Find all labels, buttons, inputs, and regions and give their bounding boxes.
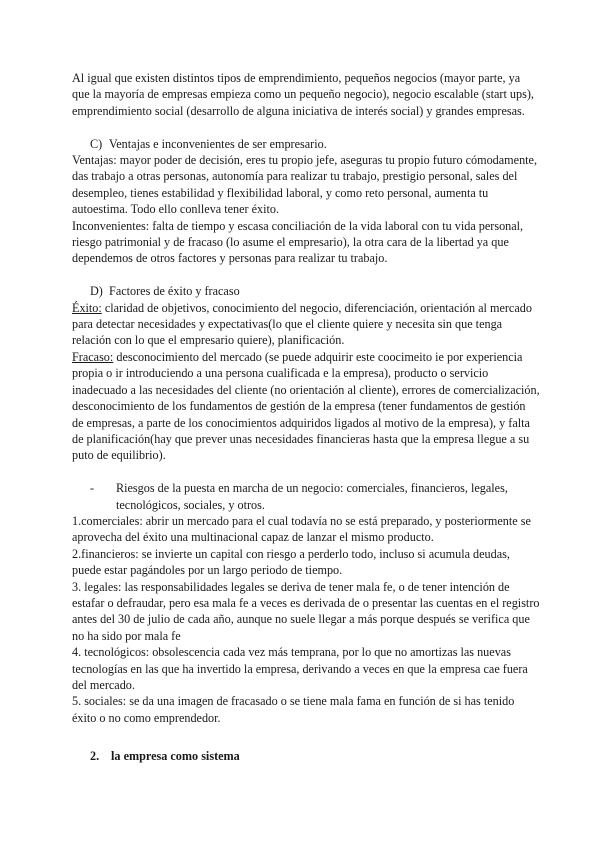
riesgos-list-item <box>72 480 540 513</box>
section-d-letter: D) <box>90 284 103 299</box>
fracaso-text: desconocimiento del mercado (se puede adquirir este coocimeito ie por experiencia propia o ir introduciendo a una persona cualificada e la empresa), producto o servicio inadecuado a las necesidades del cliente (no orientación al cliente), errores de comercialización, desconocimiento de los fundamentos de gestión de la empresa (tener fundamentos de gestión de empresas, a parte de los conocimientos adquiridos ligados al motivo de la empresa), y falta de planificación(hay que prever unas necesidades financieras hasta que la empresa llegue a su puto de equilibrio). <box>72 349 540 463</box>
section-c-title: Ventajas e inconvenientes de ser empresario. <box>108 136 327 151</box>
inconvenientes-paragraph: Inconvenientes: falta de tiempo y escasa conciliación de la vida laboral con tu vida personal, riesgo patrimonial y de fracaso (lo asume el empresario), la otra cara de la libertad ya que dependemos de otros factores y personas para realizar tu trabajo. <box>72 218 524 266</box>
section-2-title: la empresa como sistema <box>111 749 240 764</box>
dash-bullet: - <box>90 481 95 496</box>
section-c-letter: C) <box>90 136 103 151</box>
section-2-number: 2. <box>90 749 100 764</box>
section-d-heading <box>72 283 540 299</box>
fracaso-paragraph <box>72 349 540 464</box>
intro-paragraph: Al igual que existen distintos tipos de emprendimiento, pequeños negocios (mayor parte, ya que la mayoría de empresas empieza como un pequeño negocio), negocio escalable (start ups), emprendimiento social (desarrollo de alguna iniciativa de interés social) y grandes empresas. <box>72 71 534 118</box>
riesgos-intro: Riesgos de la puesta en marcha de un negocio: comerciales, financieros, legales, tecnológicos, sociales, y otros. <box>116 481 508 512</box>
riesgo-item-tecnologicos: 4. tecnológicos: obsolescencia cada vez más temprana, por lo que no amortizas las nuevas tecnologías en las que ha invertido la empresa, derivando a veces en que la empresa cae fuera del mercado. <box>72 645 528 692</box>
riesgo-item-sociales: 5. sociales: se da una imagen de fracasado o se tiene mala fama en función de si has tenido éxito o no como emprendedor. <box>72 694 515 725</box>
ventajas-paragraph: Ventajas: mayor poder de decisión, eres tu propio jefe, aseguras tu propio futuro cómodamente, das trabajo a otras personas, autonomía para realizar tu trabajo, prestigio personal, sales del desempleo, tienes estabilidad y flexibilidad laboral, y como reto personal, aumenta tu autoestima. Todo ello conlleva tener éxito. <box>72 153 538 217</box>
exito-text: claridad de objetivos, conocimiento del negocio, diferenciación, orientación al mercado para detectar necesidades y expectativas(lo que el cliente quiere y necesita sin que tenga relación con lo que el empresario quiere), planificación. <box>72 300 532 348</box>
riesgo-item-comerciales: 1.comerciales: abrir un mercado para el cual todavía no se está preparado, y posteriormente se aprovecha del éxito una multinacional capaz de lanzar el mismo producto. <box>72 513 531 545</box>
riesgo-item-financieros: 2.financieros: se invierte un capital con riesgo a perderlo todo, incluso si acumula deudas, puede estar pagándoles por un largo periodo de tiempo. <box>72 546 510 578</box>
exito-paragraph <box>72 300 540 349</box>
section-d-title: Factores de éxito y fracaso <box>109 284 240 299</box>
riesgo-item-legales: 3. legales: las responsabilidades legales se deriva de tener mala fe, o de tener intención de estafar o defraudar, pero esa mala fe a veces es derivada de o presentar las cuentas en el registro antes del 30 de julio de cada año, aunque no suele llegar a más porque después se verifica que no ha sido por mala fe <box>72 579 540 643</box>
section-c-heading <box>72 136 540 152</box>
fracaso-label: Fracaso: <box>72 349 114 364</box>
exito-label: Éxito: <box>72 300 102 315</box>
section-2-heading <box>72 748 540 764</box>
